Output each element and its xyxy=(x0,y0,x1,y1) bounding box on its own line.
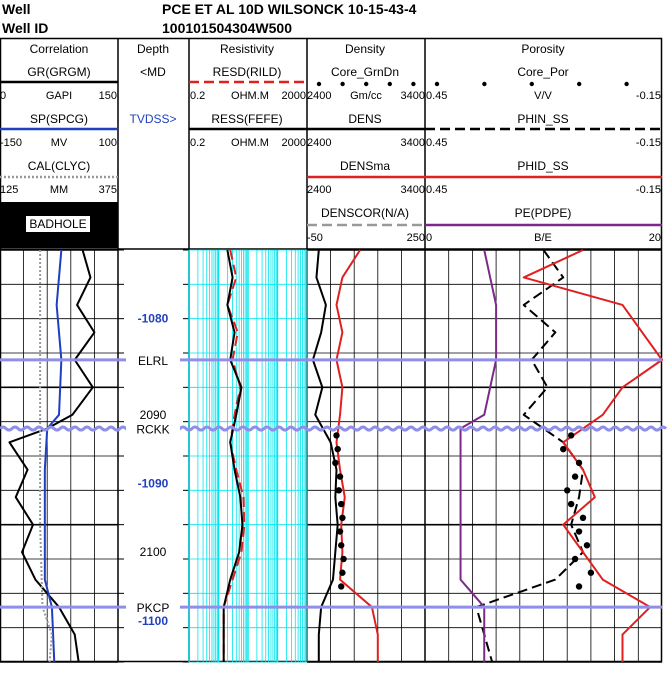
dens-max: 3400 xyxy=(400,137,425,149)
dens-min: 2400 xyxy=(307,137,332,149)
resistivity-title: Resistivity xyxy=(219,42,275,56)
core-grndn-max: 3400 xyxy=(400,90,425,102)
core-por-point xyxy=(572,556,578,562)
well-id-label: Well ID xyxy=(2,20,49,36)
top-rckk-line xyxy=(0,427,666,430)
depth-title: Depth xyxy=(136,42,170,56)
core-por-unit: V/V xyxy=(534,90,552,102)
core-grndn-min: 2400 xyxy=(307,90,332,102)
sp-unit: MV xyxy=(50,137,68,149)
cal-min: 125 xyxy=(0,184,19,196)
core-por-header-dots-dot xyxy=(577,82,581,86)
phid-max: -0.15 xyxy=(635,184,661,196)
core-por-header-dots-dot xyxy=(482,82,486,86)
core-grndn-point xyxy=(339,515,345,521)
badhole-label: BADHOLE xyxy=(29,217,87,231)
depth-label-tvd: -1090 xyxy=(137,476,169,491)
core-grndn-point xyxy=(333,432,339,438)
core-por-point xyxy=(576,528,582,534)
core-grndn-point xyxy=(337,473,343,479)
phin-max: -0.15 xyxy=(635,137,661,149)
core-grndn-point xyxy=(337,528,343,534)
depth-label-tvd: -1080 xyxy=(137,311,169,326)
dens-name: DENS xyxy=(348,112,382,126)
gr-unit: GAPI xyxy=(45,90,73,102)
ress-unit: OHM.M xyxy=(231,137,269,149)
core-por-point xyxy=(576,460,582,466)
core-grndn-header-dots-dot xyxy=(364,82,368,86)
well-id: 100101504304W500 xyxy=(162,20,293,36)
porosity-title: Porosity xyxy=(521,42,565,56)
gr-max: 150 xyxy=(98,90,117,102)
correlation-title: Correlation xyxy=(29,42,89,56)
core-por-point xyxy=(568,501,574,507)
sp-name: SP(SPCG) xyxy=(29,112,89,126)
resd-min: 0.2 xyxy=(190,90,206,102)
core-por-max: -0.15 xyxy=(635,90,661,102)
core-grndn-point xyxy=(338,542,344,548)
core-grndn-point xyxy=(336,487,342,493)
denscor-min: -50 xyxy=(307,232,323,244)
denscor-name: DENSCOR(N/A) xyxy=(320,206,410,220)
core-por-min: 0.45 xyxy=(426,90,448,102)
cal-unit: MM xyxy=(49,184,69,196)
core-grndn-point xyxy=(338,583,344,589)
depth-label-md: 2100 xyxy=(139,545,167,560)
tvd-label: TVDSS> xyxy=(129,112,177,126)
core-grndn-point xyxy=(332,460,338,466)
ress-name: RESS(FEFE) xyxy=(211,112,283,126)
pe-min: 0 xyxy=(426,232,433,244)
resd-unit: OHM.M xyxy=(231,90,269,102)
cal-name: CAL(CLYC) xyxy=(27,159,91,173)
ress-max: 2000 xyxy=(281,137,306,149)
core-grndn-point xyxy=(340,556,346,562)
core-grndn-header-dots-dot xyxy=(340,82,344,86)
sp-min: -150 xyxy=(0,137,23,149)
pe-name: PE(PDPE) xyxy=(514,206,572,220)
resd-name: RESD(RILD) xyxy=(212,65,282,79)
well-label: Well xyxy=(2,1,31,17)
core-por-point xyxy=(572,473,578,479)
top-elrl-label: ELRL xyxy=(137,353,169,368)
top-pkcp-label: PKCP xyxy=(136,601,170,616)
phin-min: 0.45 xyxy=(426,137,448,149)
core-por-point xyxy=(588,570,594,576)
core-por-point xyxy=(560,446,566,452)
denscor-max: 250 xyxy=(406,232,425,244)
pe-unit: B/E xyxy=(534,232,552,244)
core-por-point xyxy=(564,487,570,493)
sp-max: 100 xyxy=(98,137,117,149)
pe-max: 20 xyxy=(648,232,661,244)
densma-min: 2400 xyxy=(307,184,332,196)
core-grndn-point xyxy=(339,570,345,576)
core-por-point xyxy=(568,432,574,438)
core-grndn-header-dots-dot xyxy=(317,82,321,86)
core-por-point xyxy=(584,542,590,548)
core-por-header-dots-dot xyxy=(435,82,439,86)
well-name: PCE ET AL 10D WILSONCK 10-15-43-4 xyxy=(162,1,417,17)
depth-label-md: 2090 xyxy=(139,407,167,422)
md-label: <MD xyxy=(140,65,166,79)
core-por-header-dots-dot xyxy=(530,82,534,86)
densma-max: 3400 xyxy=(400,184,425,196)
density-title: Density xyxy=(344,42,386,56)
gr-min: 0 xyxy=(0,90,7,102)
top-rckk-label: RCKK xyxy=(136,422,170,437)
phin-name: PHIN_SS xyxy=(517,112,569,126)
resd-max: 2000 xyxy=(281,90,306,102)
phid-name: PHID_SS xyxy=(517,159,569,173)
core-grndn-name: Core_GrnDn xyxy=(330,65,400,79)
phid-min: 0.45 xyxy=(426,184,448,196)
core-por-header-dots-dot xyxy=(624,82,628,86)
ress-min: 0.2 xyxy=(190,137,206,149)
core-grndn-point xyxy=(338,501,344,507)
core-grndn-unit: Gm/cc xyxy=(350,90,382,102)
core-grndn-header-dots-dot xyxy=(411,82,415,86)
densma-name: DENSma xyxy=(339,159,391,173)
depth-label-tvd: -1100 xyxy=(137,613,169,628)
core-por-point xyxy=(580,515,586,521)
core-grndn-point xyxy=(334,446,340,452)
cal-max: 375 xyxy=(98,184,117,196)
track-grids xyxy=(0,250,662,662)
gr-name: GR(GRGM) xyxy=(27,65,91,79)
core-por-name: Core_Por xyxy=(517,65,569,79)
core-por-point xyxy=(576,583,582,589)
core-grndn-header-dots-dot xyxy=(388,82,392,86)
